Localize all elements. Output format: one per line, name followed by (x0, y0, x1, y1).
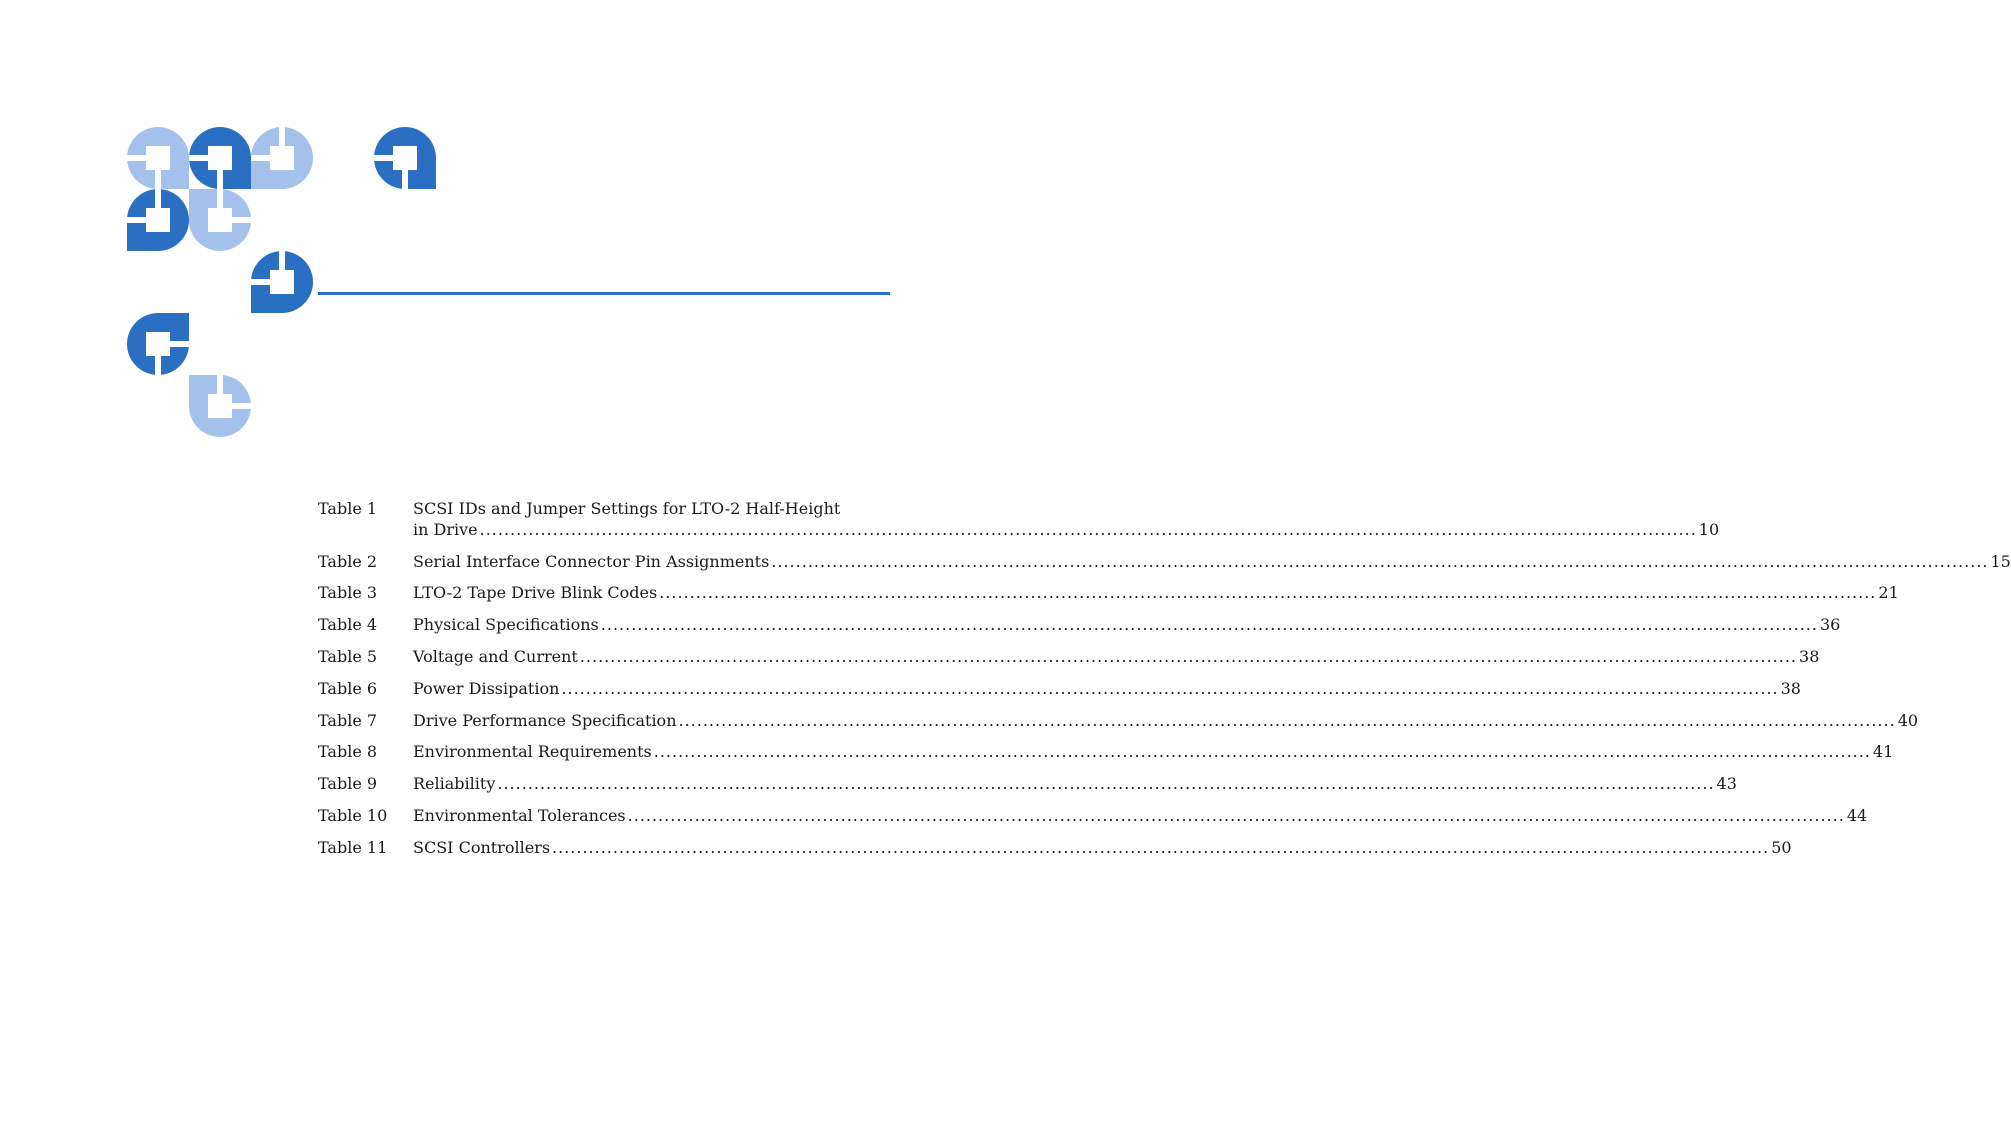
toc-entry-label: Table 5 (318, 647, 378, 666)
logo-q-8 (127, 313, 189, 375)
logo-q-6 (189, 189, 251, 251)
toc-leader-dots: ........................................................................................................................................................................................................ (659, 583, 1877, 602)
toc-entry-title: Voltage and Current (413, 647, 578, 666)
toc-leader-dots: ........................................................................................................................................................................................................ (771, 552, 1989, 571)
quantum-logo-pattern (0, 0, 954, 460)
toc-entry-label: Table 1 (318, 499, 378, 518)
toc-entry[interactable] (318, 582, 1899, 603)
toc-leader-dots: ........................................................................................................................................................................................................ (678, 711, 1896, 730)
logo-q-2 (189, 127, 251, 189)
toc-entry[interactable] (318, 741, 1894, 762)
toc-entry-title: LTO-2 Tape Drive Blink Codes (413, 583, 658, 602)
toc-entry[interactable] (318, 678, 1801, 699)
toc-leader-dots: ........................................................................................................................................................................................................ (561, 679, 1779, 698)
toc-entry-page: 50 (1771, 838, 1792, 857)
logo-q-4 (374, 127, 436, 189)
toc-entry-title: Power Dissipation (413, 679, 560, 698)
toc-entry-page: 43 (1716, 774, 1737, 793)
toc-leader-dots: ........................................................................................................................................................................................................ (653, 742, 1871, 761)
toc-entry[interactable] (318, 614, 1841, 635)
logo-q-1 (127, 127, 189, 189)
toc-entry-label: Table 4 (318, 615, 378, 634)
toc-entry-page: 38 (1780, 679, 1801, 698)
toc-entry-title: in Drive (413, 520, 478, 539)
toc-entry-page: 41 (1872, 742, 1894, 761)
toc-leader-dots: ........................................................................................................................................................................................................ (479, 520, 1697, 539)
toc-entry-page: 38 (1799, 647, 1820, 666)
logo-q-7 (251, 251, 313, 313)
toc-entry-title: Environmental Requirements (413, 742, 652, 761)
toc-leader-dots: ........................................................................................................................................................................................................ (497, 774, 1715, 793)
toc-entry-page: 21 (1878, 583, 1899, 602)
toc-leader-dots: ........................................................................................................................................................................................................ (600, 615, 1818, 634)
toc-entry[interactable] (318, 837, 1792, 858)
toc-entry[interactable] (318, 773, 1737, 794)
heading-rule (318, 292, 890, 295)
toc-entry-title-line1: SCSI IDs and Jumper Settings for LTO-2 Half-Height (413, 499, 841, 518)
toc-entry-page: 44 (1846, 806, 1868, 825)
logo-q-5 (127, 189, 189, 251)
toc-entry-title: Physical Specifications (413, 615, 599, 634)
toc-entry[interactable] (318, 551, 2011, 572)
toc-leader-dots: ........................................................................................................................................................................................................ (579, 647, 1798, 666)
toc-leader-dots: ........................................................................................................................................................................................................ (627, 806, 1845, 825)
toc-entry-page: 36 (1819, 615, 1841, 634)
logo-q-9 (189, 375, 251, 437)
list-of-tables (318, 498, 2011, 858)
toc-entry-label: Table 7 (318, 711, 378, 730)
toc-entry-label: Table 10 (318, 806, 388, 825)
toc-entry-title: Environmental Tolerances (413, 806, 626, 825)
toc-entry-title: Reliability (413, 774, 496, 793)
toc-entry-label: Table 9 (318, 774, 378, 793)
toc-leader-dots: ........................................................................................................................................................................................................ (552, 838, 1770, 857)
toc-entry-title: SCSI Controllers (413, 838, 551, 857)
toc-entry-page: 15 (1990, 552, 2011, 571)
toc-entry-label: Table 8 (318, 742, 378, 761)
toc-entry-title: Drive Performance Specification (413, 711, 677, 730)
logo-q-3 (251, 127, 313, 189)
toc-entry[interactable] (318, 646, 1820, 667)
toc-entry[interactable] (318, 710, 1919, 731)
toc-entry-label: Table 11 (318, 838, 388, 857)
toc-entry-label: Table 6 (318, 679, 378, 698)
toc-entry-page: 40 (1897, 711, 1919, 730)
toc-entry[interactable] (318, 805, 1868, 826)
toc-entry-label: Table 3 (318, 583, 378, 602)
toc-entry[interactable] (318, 498, 1720, 540)
toc-entry-page: 10 (1698, 520, 1720, 539)
toc-entry-title: Serial Interface Connector Pin Assignments (413, 552, 770, 571)
toc-entry-label: Table 2 (318, 552, 378, 571)
